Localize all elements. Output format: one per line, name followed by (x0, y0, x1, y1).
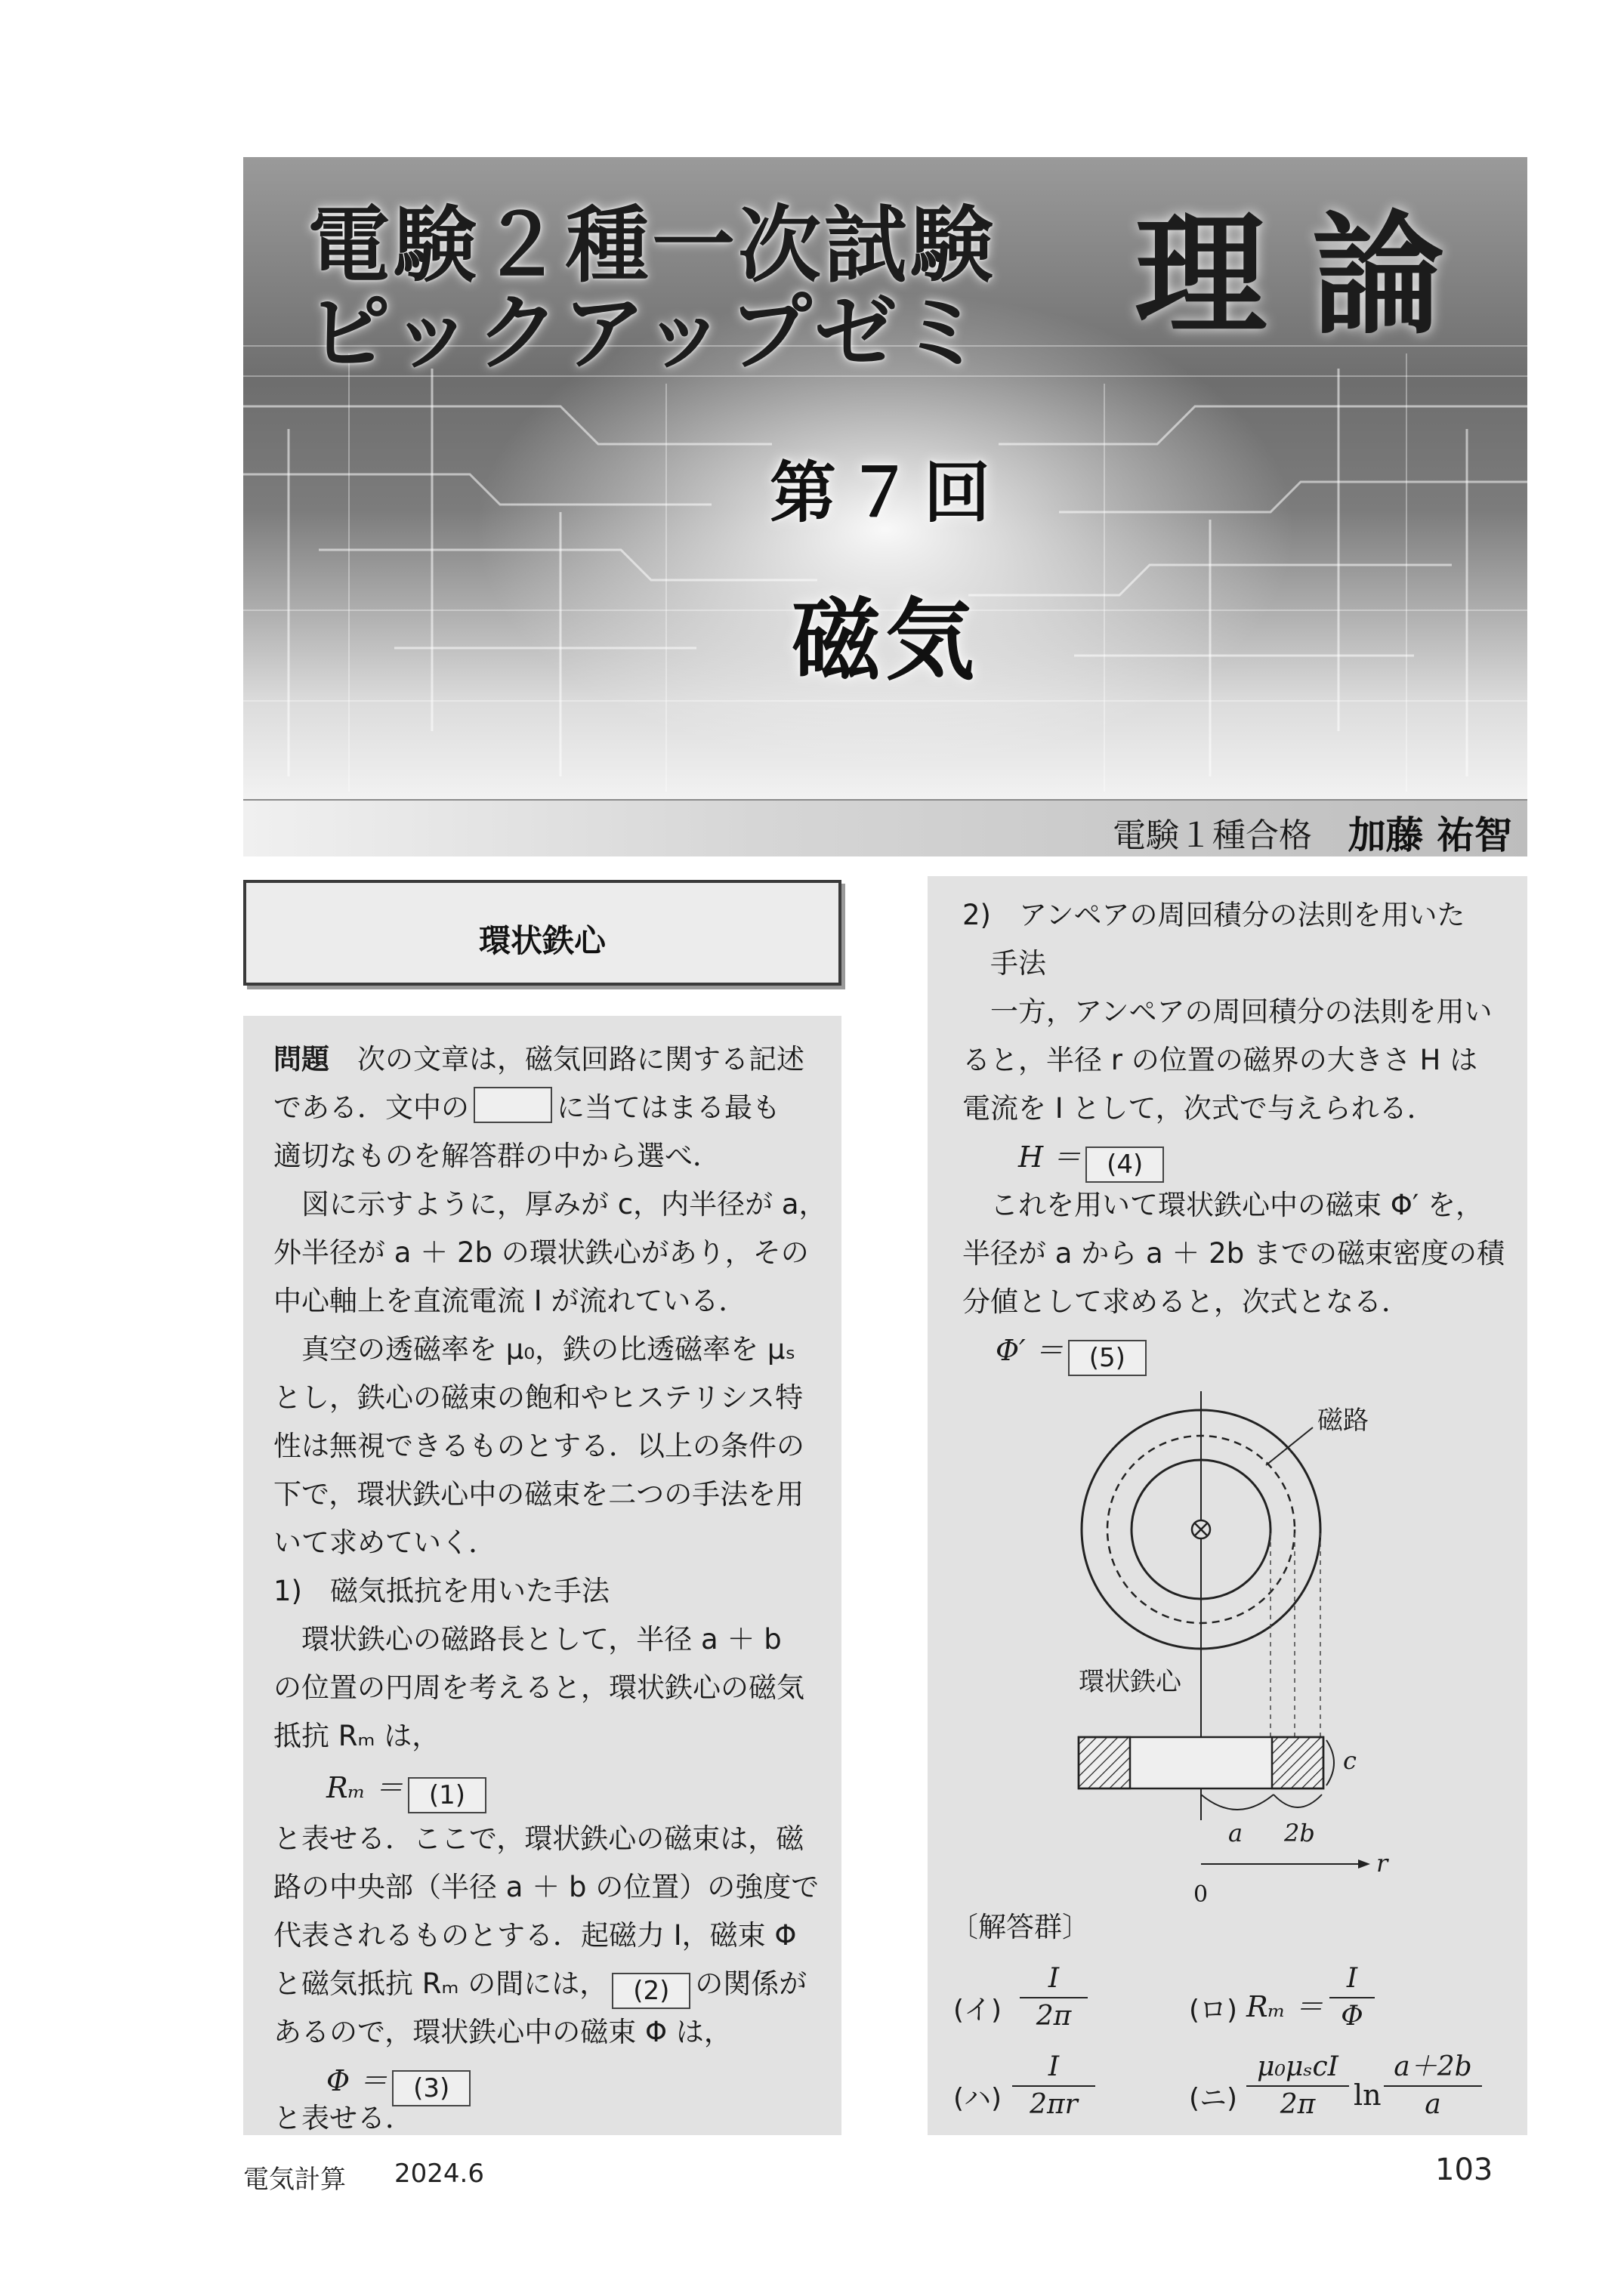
r-axis-arrow-icon (1358, 1859, 1370, 1869)
banner-title-line-2: ピックアップゼミ (307, 285, 986, 381)
author-name: 加藤 祐智 (1348, 813, 1512, 857)
option-i-numerator: I (1048, 1963, 1060, 1994)
problem-line-1 (273, 1035, 804, 1084)
banner-topic: 磁気 (791, 588, 979, 693)
problem-line-12: 1) 磁気抵抗を用いた手法 (273, 1575, 610, 1607)
problem-line-7: 真空の透磁率を μ₀，鉄の比透磁率を μₛ (273, 1333, 796, 1366)
equation-5-lhs: Φ′ ＝ (996, 1334, 1064, 1367)
method-2-line-8: 分値として求めると，次式となる． (962, 1285, 1409, 1318)
option-ni-ln: ln (1354, 2079, 1382, 2112)
problem-line-5: 外半径が a ＋ 2b の環状鉄心があり，その (273, 1236, 809, 1269)
footer-page-number: 103 (1435, 2153, 1493, 2187)
equation-3 (326, 2057, 475, 2106)
method-2-line-7: 半径が a から a ＋ 2b までの磁束密度の積 (962, 1237, 1505, 1270)
option-ni-numerator-2: a＋2b (1394, 2051, 1472, 2082)
thickness-label: c (1343, 1746, 1357, 1775)
blank-box (474, 1087, 552, 1123)
problem-line-10: 下で，環状鉄心中の磁束を二つの手法を用 (273, 1478, 804, 1511)
equation-1-lhs: Rₘ ＝ (326, 1771, 403, 1804)
problem-line-4: 図に示すように，厚みが c，内半径が a， (273, 1188, 827, 1221)
problem-line-19-post: の関係が (695, 1967, 807, 2000)
option-ro-numerator: I (1346, 1963, 1358, 1994)
method-2-line-1: 2) アンペアの周回積分の法則を用いた (962, 899, 1465, 931)
blank-1: (1) (408, 1777, 486, 1813)
problem-line-1-text: 次の文章は，磁気回路に関する記述 (329, 1043, 804, 1076)
banner-title-line-1: 電験２種一次試験 (307, 197, 996, 294)
section-title: 環状鉄心 (478, 922, 606, 959)
method-2-line-6: これを用いて環状鉄心中の磁束 Φ′ を， (962, 1189, 1484, 1221)
option-i-denominator: 2π (1036, 2001, 1072, 2032)
option-ni-denominator-1: 2π (1280, 2089, 1316, 2120)
banner-subject: 理論 (1135, 199, 1490, 353)
footer-magazine-name: 電気計算 (243, 2165, 346, 2195)
problem-line-14: の位置の円周を考えると，環状鉄心の磁気 (273, 1671, 804, 1704)
option-ni-numerator-1: μ₀μₛcI (1257, 2051, 1338, 2082)
problem-line-8: とし，鉄心の磁束の飽和やヒステリシス特 (273, 1381, 804, 1414)
problem-line-13: 環状鉄心の磁路長として，半径 a ＋ b (273, 1623, 782, 1656)
problem-line-9: 性は無視できるものとする．以上の条件の (273, 1430, 804, 1462)
problem-line-19-pre: と磁気抵抗 Rₘ の間には， (273, 1967, 608, 2000)
header-banner (243, 157, 1527, 799)
problem-line-17: 路の中央部（半径 a ＋ b の位置）の強度で (273, 1871, 820, 1903)
option-ro-denominator: Φ (1341, 2001, 1363, 2032)
method-2-line-4: ると，半径 r の位置の磁界の大きさ H は (962, 1044, 1478, 1076)
origin-label: 0 (1193, 1881, 1209, 1908)
option-ni-label: (ニ) (1189, 2083, 1238, 2114)
problem-line-3: 適切なものを解答群の中から選べ． (273, 1140, 721, 1172)
problem-line-16: と表せる．ここで，環状鉄心の磁束は，磁 (273, 1822, 804, 1855)
problem-line-2-post: に当てはまる最も (557, 1091, 780, 1124)
problem-line-6: 中心軸上を直流電流 I が流れている． (273, 1285, 747, 1317)
blank-3: (3) (392, 2070, 471, 2106)
blank-2: (2) (612, 1973, 690, 2009)
path-label: 磁路 (1317, 1406, 1369, 1436)
option-ha-numerator: I (1048, 2051, 1060, 2082)
problem-line-15: 抵抗 Rₘ は， (273, 1720, 440, 1752)
option-ni-fraction-1 (1246, 2051, 1349, 2122)
problem-line-2-pre: である．文中の (273, 1091, 469, 1124)
blank-4: (4) (1085, 1146, 1164, 1183)
option-ro-label: (ロ) (1189, 1995, 1238, 2026)
core-section-left-hatch (1079, 1737, 1130, 1788)
option-ha-denominator: 2πr (1030, 2089, 1078, 2120)
problem-line-19 (273, 1960, 807, 2009)
problem-label: 問題 (273, 1043, 329, 1076)
option-i-fraction (1020, 1962, 1088, 2033)
core-label: 環状鉄心 (1079, 1667, 1181, 1697)
method-2-line-3: 一方，アンペアの周回積分の法則を用い (962, 995, 1493, 1028)
author-bar (243, 799, 1527, 856)
equation-1 (326, 1764, 491, 1813)
equation-3-lhs: Φ ＝ (326, 2064, 388, 2097)
banner-round-number: 第７回 (769, 454, 1001, 532)
problem-line-21: と表せる． (273, 2102, 413, 2134)
option-ro-fraction (1329, 1962, 1375, 2033)
author-qualification: 電験１種合格 (1113, 816, 1312, 855)
problem-panel-right (928, 876, 1527, 2135)
equation-4 (1018, 1133, 1169, 1183)
option-ni-fraction-2 (1384, 2051, 1482, 2122)
answer-group-heading: 〔解答群〕 (950, 1911, 1090, 1943)
width-label: 2b (1284, 1819, 1315, 1847)
option-ha-fraction (1012, 2051, 1095, 2122)
method-2-line-5: 電流を I として，次式で与えられる． (962, 1092, 1435, 1125)
problem-panel-left (243, 1016, 841, 2135)
option-ha-label: (ハ) (953, 2083, 1002, 2114)
r-axis-label: r (1376, 1849, 1388, 1878)
problem-line-18: 代表されるものとする．起磁力 I，磁束 Φ (273, 1919, 797, 1952)
section-heading-box (243, 880, 841, 986)
option-i-label: (イ) (953, 1995, 1002, 2026)
core-section-right-hatch (1272, 1737, 1323, 1788)
problem-line-20: あるので，環状鉄心中の磁束 Φ は， (273, 2016, 732, 2048)
equation-5 (996, 1326, 1151, 1376)
option-ni-denominator-2: a (1425, 2089, 1441, 2120)
problem-line-11: いて求めていく． (273, 1526, 497, 1559)
footer-issue-date: 2024.6 (394, 2159, 484, 2189)
option-ro-lhs: Rₘ ＝ (1246, 1990, 1323, 2023)
inner-radius-label: a (1228, 1819, 1243, 1847)
blank-5: (5) (1068, 1340, 1147, 1376)
problem-line-2 (273, 1084, 780, 1132)
method-2-line-2: 手法 (962, 947, 1046, 980)
equation-4-lhs: H ＝ (1018, 1140, 1082, 1174)
